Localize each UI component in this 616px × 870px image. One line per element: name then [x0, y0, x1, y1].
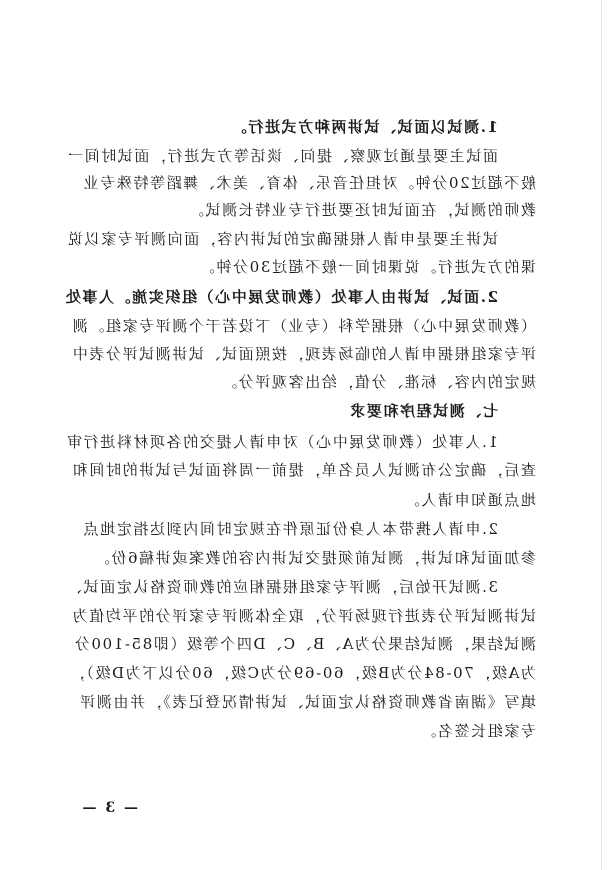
text-line: 3.测试开始后，测评专家组根据相应的教师资格认定面试、 — [65, 578, 498, 596]
page-number: — 3 — — [80, 800, 138, 816]
text-line: 评专家组根据申请人的临场表现，按照面试、试讲测试评分表中 — [71, 345, 536, 363]
text-line: 教师的测试，在面试时还要进行专业特长测试。 — [187, 201, 536, 219]
text-line: 面试主要是通过观察、提问、谈话等方式进行，面试时间一 — [66, 147, 498, 165]
text-line: 1.人事处（教师发展中心）对申请人提交的各项材料进行审 — [65, 433, 498, 451]
text-line: 查后，确定公布测试人员名单，提前一周将面试与试讲的时间和 — [71, 461, 536, 479]
text-line: 规定的内容、标准、分值，给出客观评分。 — [220, 373, 536, 391]
text-line: （教师发展中心）根据学科（专业）下设若干个测评专家组。测 — [71, 317, 536, 335]
text-line: 专家组长签名。 — [419, 722, 536, 740]
heading-test-format: 1.测试以面试、试讲两种方式进行。 — [230, 118, 498, 136]
text-line: 为A级，70-84分为B级，60-69分为C级，60分以下为D级）， — [68, 664, 536, 682]
heading-organization: 2.面试、试讲由人事处（教师发展中心）组织实施。人事处 — [64, 288, 498, 306]
text-line: 填写《湖南省教师资格认定面试、试讲情况登记表》，并由测评 — [78, 693, 536, 711]
text-line: 2.申请人携带本人身份证原件在规定时间内到达指定地点 — [82, 520, 498, 538]
text-line: 参加面试和试讲，测试前须提交试讲内容的教案或讲稿6份。 — [93, 549, 536, 567]
text-line: 试讲测试评分表进行现场评分，取全体测评专家评分的平均值为 — [71, 607, 536, 625]
page-edge-left — [601, 0, 602, 870]
section-title-procedure: 七、测试程序和要求 — [348, 402, 498, 420]
text-line: 测试结果，测试结果分为A、B、C、D四个等级（即85-100分 — [73, 635, 536, 653]
text-line: 试讲主要是申请人根据确定的试讲内容，面向测评专家以说 — [66, 230, 498, 248]
text-line: 课的方式进行。说课时间一般不超过30分钟。 — [198, 258, 536, 276]
text-line: 地点通知申请人。 — [403, 491, 536, 509]
text-line: 般不超过20分钟。对担任音乐、体育、美术、舞蹈等特殊专业 — [82, 174, 536, 192]
